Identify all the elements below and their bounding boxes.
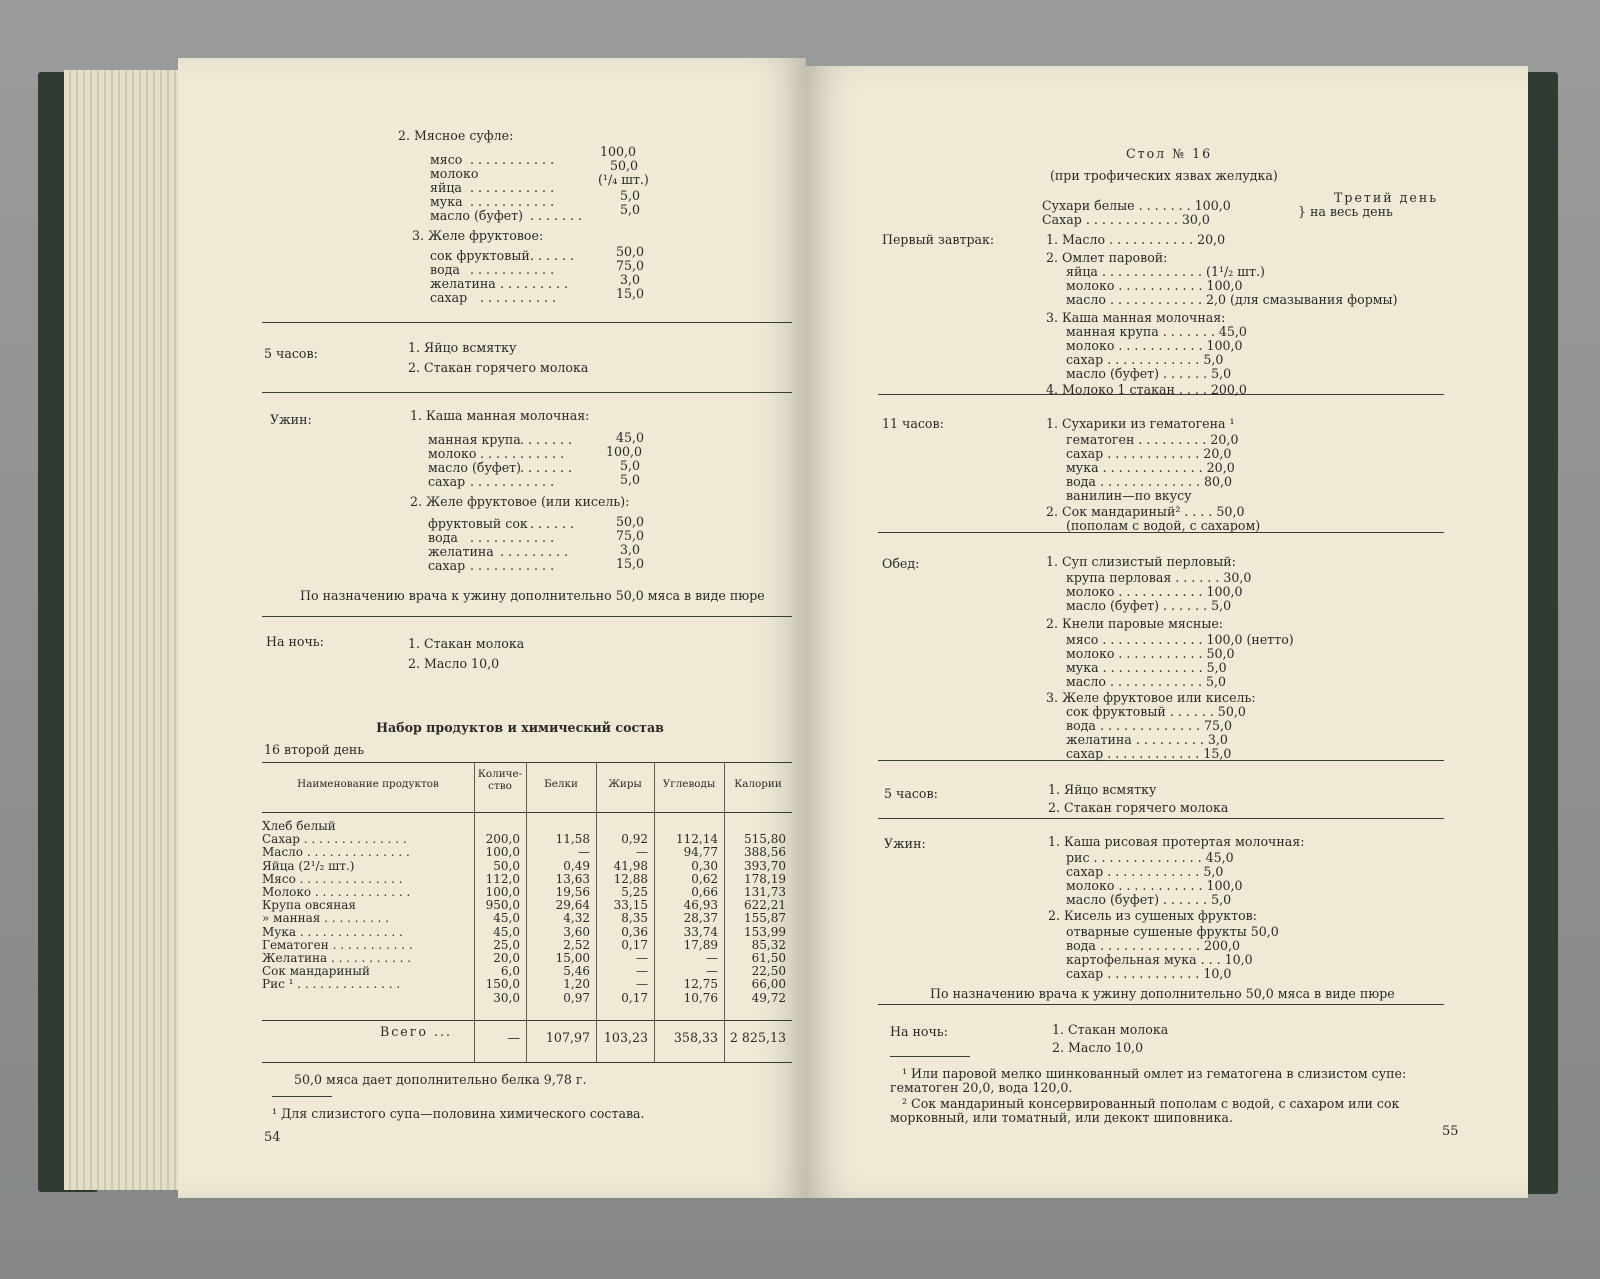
left_page-line: . . . . . . . [520, 460, 573, 475]
table-cell: 45,0 [493, 924, 520, 939]
right_page-line: вода . . . . . . . . . . . . . 200,0 [1066, 938, 1241, 953]
table-cell: 28,37 [683, 911, 718, 926]
table-cell: 12,88 [613, 871, 648, 886]
right_page-line: вода . . . . . . . . . . . . . 80,0 [1066, 474, 1233, 489]
table-cell: Сок мандариный [262, 965, 370, 979]
table-header-cell: Углеводы [662, 778, 716, 790]
table-cell: Масло . . . . . . . . . . . . . . [262, 846, 410, 860]
right_page-line: ² Сок мандариный консервированный пополам с водой, с сахаром или сок [902, 1096, 1400, 1111]
right_page-line: 11 часов: [882, 416, 944, 431]
table-cell: 0,17 [621, 937, 648, 952]
right_page-line: масло (буфет) . . . . . . 5,0 [1066, 892, 1232, 907]
table-cell: Мясо . . . . . . . . . . . . . . [262, 872, 403, 886]
table-cell: 1,20 [563, 977, 590, 992]
table-cell: 13,63 [555, 871, 590, 886]
table-cell: 0,30 [691, 858, 718, 873]
right_page-line: (пополам с водой, с сахаром) [1066, 518, 1261, 533]
table-cell: 131,73 [744, 885, 786, 899]
left_page-line: . . . . . . . . . . . [470, 152, 555, 167]
left_page-line: яйца [430, 180, 462, 195]
right_page-line: По назначению врача к ужину дополнительно 50,0 мяса в виде пюре [930, 986, 1395, 1001]
table-cell: 12,75 [683, 977, 718, 992]
left_page-line: фруктовый сок [428, 516, 528, 531]
left_page-line: (¹/₄ шт.) [598, 172, 649, 187]
left_page-line: 50,0 мяса дает дополнительно белка 9,78 г. [294, 1072, 587, 1087]
left_page-line: 5,0 [620, 458, 641, 473]
right_page-line: сахар . . . . . . . . . . . . 15,0 [1066, 746, 1232, 761]
left_page-line: . . . . . . . . . . . [470, 180, 555, 195]
left_page-line: масло (буфет) [430, 208, 524, 223]
table-cell: 3,60 [563, 924, 590, 939]
left_page-line: мясо [430, 152, 463, 167]
left_page-line: 15,0 [616, 556, 645, 571]
table-header-cell: Калории [734, 778, 782, 790]
right_page-line: 2. Стакан горячего молока [1048, 800, 1229, 815]
table-cell: 41,98 [613, 858, 648, 873]
table-cell: 66,00 [751, 977, 786, 992]
right_page-line: Сухари белые . . . . . . . 100,0 [1042, 198, 1231, 213]
left_page-line: . . . . . . . . . . . [480, 446, 565, 461]
left_page-line: желатина [430, 276, 496, 291]
left_page-line: 5,0 [620, 202, 641, 217]
left_page-line: желатина [428, 544, 494, 559]
right_page-line: мука . . . . . . . . . . . . . 20,0 [1066, 460, 1235, 475]
right_page-line: Обед: [882, 556, 920, 571]
table-cell: 153,99 [744, 924, 786, 939]
table-cell: 150,0 [485, 977, 520, 992]
table-cell: 46,93 [683, 898, 718, 913]
table-cell: 20,0 [493, 951, 520, 965]
table-total-cell: 2 825,13 [729, 1030, 786, 1045]
left_page-line: На ночь: [266, 634, 324, 649]
right_page-line: молоко . . . . . . . . . . . 100,0 [1066, 278, 1243, 293]
table-cell: Сахар . . . . . . . . . . . . . . [262, 833, 407, 847]
table-cell: 15,00 [555, 951, 590, 965]
right_page-line: сахар . . . . . . . . . . . . 20,0 [1066, 446, 1232, 461]
right_page-line: сахар . . . . . . . . . . . . 5,0 [1066, 352, 1224, 367]
table-cell: 0,92 [621, 832, 648, 847]
left_page-line: 16 второй день [264, 742, 365, 757]
left_page-line: 75,0 [616, 528, 645, 543]
left_page-line: . . . . . . . [520, 432, 573, 447]
right_page-line: 2. Омлет паровой: [1046, 250, 1168, 265]
footnote-rule [890, 1056, 970, 1057]
divider [262, 392, 792, 393]
right_page-line: желатина . . . . . . . . . 3,0 [1066, 732, 1228, 747]
table-cell: 100,0 [485, 885, 520, 899]
right_page-line: яйца . . . . . . . . . . . . . (1¹/₂ шт.) [1066, 264, 1265, 279]
left_page-line: масло (буфет) [428, 460, 522, 475]
right_page-line: 2. Кнели паровые мясные: [1046, 616, 1224, 631]
right_page-line: рис . . . . . . . . . . . . . . 45,0 [1066, 850, 1234, 865]
left_page-line: ¹ Для слизистого супа—половина химического состава. [272, 1106, 645, 1121]
left_page-line: 2. Масло 10,0 [408, 656, 500, 671]
table-cell: 155,87 [744, 911, 786, 926]
table-total-cell: 103,23 [603, 1030, 648, 1045]
right_page-line: 1. Суп слизистый перловый: [1046, 554, 1236, 569]
left_page-line: . . . . . . . . . . . [470, 530, 555, 545]
table-total-rule [262, 1020, 792, 1021]
right_page-line: Сахар . . . . . . . . . . . . 30,0 [1042, 212, 1210, 227]
left_page-line: По назначению врача к ужину дополнительно 50,0 мяса в виде пюре [300, 588, 765, 603]
table-total-cell: Всего ... [380, 1024, 452, 1039]
right_page-line: 2. Сок мандариный² . . . . 50,0 [1046, 504, 1245, 519]
table-cell: — [706, 951, 718, 965]
table-header-rule [262, 812, 792, 813]
left_page-line: 2. Желе фруктовое (или кисель): [410, 494, 630, 509]
right_page-line: масло (буфет) . . . . . . 5,0 [1066, 598, 1232, 613]
table-cell: Молоко . . . . . . . . . . . . . [262, 886, 411, 899]
table-cell: 5,25 [621, 885, 648, 899]
left_page-line: 100,0 [606, 444, 643, 459]
table-cell: 0,17 [621, 990, 648, 1005]
table-cell: Мука . . . . . . . . . . . . . . [262, 925, 403, 939]
left_page-line: 2. Мясное суфле: [398, 128, 514, 143]
table-cell: 5,46 [563, 964, 590, 979]
left_page-line: 100,0 [600, 144, 637, 159]
right_page-line: масло (буфет) . . . . . . 5,0 [1066, 366, 1232, 381]
table-cell: 19,56 [555, 885, 590, 899]
divider [878, 818, 1444, 819]
table-header-cell: Количе- ство [477, 768, 523, 792]
left_page-line: . . . . . . [530, 248, 575, 263]
table-cell: — [636, 845, 648, 860]
right_page-line: морковный, или томатный, или декокт шиповника. [890, 1110, 1233, 1125]
table-cell: 29,64 [555, 898, 590, 913]
table-cell: Гематоген . . . . . . . . . . . [262, 938, 413, 952]
table-header-cell: Наименование продуктов [297, 778, 439, 790]
right_page-line: молоко . . . . . . . . . . . 100,0 [1066, 584, 1243, 599]
table-cell: 388,56 [744, 845, 786, 860]
table-bottom-rule [262, 1062, 792, 1063]
table-cell: — [578, 845, 590, 860]
left_page-line: вода [428, 530, 458, 545]
right_page-line: крупа перловая . . . . . . 30,0 [1066, 570, 1252, 585]
table-cell: 0,49 [563, 858, 590, 873]
right_page-line: 1. Сухарики из гематогена ¹ [1046, 416, 1235, 431]
left_page-line: 1. Стакан молока [408, 636, 525, 651]
right_page-line: мука . . . . . . . . . . . . . 5,0 [1066, 660, 1227, 675]
right_page-line: молоко . . . . . . . . . . . 100,0 [1066, 878, 1243, 893]
table-cell: 515,80 [744, 832, 786, 847]
table-total-cell: 107,97 [545, 1030, 590, 1045]
table-cell: 393,70 [744, 858, 786, 873]
divider [262, 322, 792, 323]
table-cell: 112,14 [676, 832, 718, 847]
left_page-line: 5,0 [620, 472, 641, 487]
left_page-line: 50,0 [616, 514, 645, 529]
table-cell: Хлеб белый [262, 820, 336, 833]
table-cell: — [636, 977, 648, 992]
left_page-line: . . . . . . . . . . . [470, 558, 555, 573]
table-cell: Рис ¹ . . . . . . . . . . . . . . [262, 978, 401, 992]
left_page-line: . . . . . . . . . [500, 276, 569, 291]
table-cell: 22,50 [751, 964, 786, 979]
right_page-line: Третий день [1334, 190, 1439, 205]
right_page-line: 4. Молоко 1 стакан . . . . 200,0 [1046, 382, 1247, 397]
table-cell: 0,36 [621, 924, 648, 939]
footnote-rule [272, 1096, 332, 1097]
divider [878, 1004, 1444, 1005]
right_page-line: ванилин—по вкусу [1066, 488, 1192, 503]
left_page-line: 15,0 [616, 286, 645, 301]
table-title: Набор продуктов и химический состав [376, 720, 664, 735]
left_page-line: вода [430, 262, 460, 277]
right_page-line: (при трофических язвах желудка) [1050, 168, 1278, 183]
right_page-line: мясо . . . . . . . . . . . . . 100,0 (нетто) [1066, 632, 1294, 647]
right_page-line: гематоген 20,0, вода 120,0. [890, 1080, 1073, 1095]
left_page-line: 50,0 [616, 244, 645, 259]
right_page-line: 3. Желе фруктовое или кисель: [1046, 690, 1256, 705]
left_page-line: молоко [428, 446, 477, 461]
table-cell: 0,62 [691, 871, 718, 886]
table-cell: 200,0 [485, 832, 520, 847]
page-number-left: 54 [264, 1130, 281, 1145]
left_page-line: сок фруктовый [430, 248, 530, 263]
table-cell: 8,35 [621, 911, 648, 926]
table-cell: 11,58 [555, 832, 590, 847]
table-cell: 622,21 [744, 898, 786, 913]
table-cell: 33,15 [613, 898, 648, 913]
table-cell: 17,89 [683, 937, 718, 952]
table-cell: 94,77 [683, 845, 718, 860]
left_page-line: молоко [430, 166, 479, 181]
table-total-cell: 358,33 [673, 1030, 718, 1045]
left_page-line: сахар [430, 290, 468, 305]
table-cell: 112,0 [485, 871, 520, 886]
right_page-line: сок фруктовый . . . . . . 50,0 [1066, 704, 1246, 719]
left_page-line: 45,0 [616, 430, 645, 445]
table-cell: 49,72 [751, 990, 786, 1005]
left_page-line: 3. Желе фруктовое: [412, 228, 544, 243]
left_page-line: 3,0 [620, 542, 641, 557]
table-cell: 100,0 [485, 845, 520, 860]
right_page-line: сахар . . . . . . . . . . . . 5,0 [1066, 864, 1224, 879]
table-cell: 85,32 [751, 937, 786, 952]
left_page-line: 75,0 [616, 258, 645, 273]
left_page-line: 2. Стакан горячего молока [408, 360, 589, 375]
right_page-line: 1. Яйцо всмятку [1048, 782, 1157, 797]
left_page-line: . . . . . . . . . . . [470, 262, 555, 277]
page-edges [64, 70, 184, 1190]
table-cell: 950,0 [485, 898, 520, 913]
right_page-line: 1. Стакан молока [1052, 1022, 1169, 1037]
table-header-cell: Белки [544, 778, 578, 790]
left_page-line: 1. Каша манная молочная: [410, 408, 590, 423]
divider [262, 616, 792, 617]
table-cell: » манная . . . . . . . . . [262, 912, 390, 926]
left_page-line: . . . . . . . . . . [480, 290, 557, 305]
right_page-line: } на весь день [1298, 204, 1393, 219]
table-header-cell: Жиры [608, 778, 642, 790]
table-cell: Крупа овсяная [262, 899, 356, 913]
left_page-line: Ужин: [270, 412, 312, 427]
right_page-line: сахар . . . . . . . . . . . . 10,0 [1066, 966, 1232, 981]
table-cell: Желатина . . . . . . . . . . . [262, 952, 412, 965]
table-cell: 50,0 [493, 858, 520, 873]
table-total-cell: — [507, 1030, 520, 1045]
right_page-line: Стол № 16 [1126, 146, 1213, 161]
right_page-line: Ужин: [884, 836, 926, 851]
left_page-line: . . . . . . [530, 516, 575, 531]
page-number-right: 55 [1442, 1124, 1459, 1139]
right_page-line: ¹ Или паровой мелко шинкованный омлет из гематогена в слизистом супе: [902, 1066, 1407, 1081]
right_page-line: манная крупа . . . . . . . 45,0 [1066, 324, 1247, 339]
right_page-line: масло . . . . . . . . . . . . 2,0 (для смазывания формы) [1066, 292, 1398, 307]
right_page-line: 2. Масло 10,0 [1052, 1040, 1144, 1055]
left_page-line: 50,0 [610, 158, 639, 173]
right_page-line: 1. Масло . . . . . . . . . . . 20,0 [1046, 232, 1226, 247]
left_page-line: . . . . . . . . . . . [470, 474, 555, 489]
table-cell: 30,0 [493, 990, 520, 1005]
right_page-line: молоко . . . . . . . . . . . 50,0 [1066, 646, 1235, 661]
table-cell: 2,52 [563, 937, 590, 952]
right_page-line: отварные сушеные фрукты 50,0 [1066, 924, 1279, 939]
table-cell: 10,76 [683, 990, 718, 1005]
table-cell: Яйца (2¹/₂ шт.) [262, 859, 355, 873]
table-cell: 0,97 [563, 990, 590, 1005]
left_page-line: . . . . . . . . . [500, 544, 569, 559]
right_page-line: На ночь: [890, 1024, 948, 1039]
right_page-line: 3. Каша манная молочная: [1046, 310, 1226, 325]
table-cell: — [706, 964, 718, 979]
left_page-line: манная крупа [428, 432, 521, 447]
right_page-line: гематоген . . . . . . . . . 20,0 [1066, 432, 1239, 447]
left_page-line: 5 часов: [264, 346, 318, 361]
table-cell: 178,19 [744, 871, 786, 886]
right_page-line: молоко . . . . . . . . . . . 100,0 [1066, 338, 1243, 353]
right_page-line: 2. Кисель из сушеных фруктов: [1048, 908, 1258, 923]
left_page-line: сахар [428, 474, 466, 489]
table-cell: 33,74 [683, 924, 718, 939]
right_page-line: вода . . . . . . . . . . . . . 75,0 [1066, 718, 1233, 733]
right_page-line: 1. Каша рисовая протертая молочная: [1048, 834, 1305, 849]
table-cell: — [636, 964, 648, 979]
table-cell: 6,0 [500, 964, 520, 979]
table-top-rule [262, 762, 792, 763]
table-cell: — [636, 951, 648, 965]
table-cell: 0,66 [691, 885, 718, 899]
table-cell: 25,0 [493, 937, 520, 952]
left_page-line: 3,0 [620, 272, 641, 287]
right_page-line: масло . . . . . . . . . . . . 5,0 [1066, 674, 1227, 689]
table-cell: 61,50 [751, 951, 786, 965]
left_page-line: 1. Яйцо всмятку [408, 340, 517, 355]
right_page-line: Первый завтрак: [882, 232, 995, 247]
left_page-line: . . . . . . . . . . . [470, 194, 555, 209]
left_page-line: мука [430, 194, 463, 209]
left_page-line: сахар [428, 558, 466, 573]
right_page-line: 5 часов: [884, 786, 938, 801]
table-cell: 45,0 [493, 911, 520, 926]
right_page-line: картофельная мука . . . 10,0 [1066, 952, 1253, 967]
table-cell: 4,32 [563, 911, 590, 926]
left_page-line: . . . . . . . [530, 208, 583, 223]
left_page-line: 5,0 [620, 188, 641, 203]
